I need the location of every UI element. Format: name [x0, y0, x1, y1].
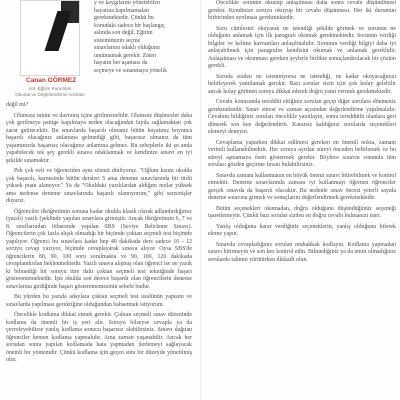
- intro-line: hayatın her aşaması da: [94, 60, 148, 66]
- intro-line: seçmeye ve sınanmaya yönelik: [94, 67, 168, 74]
- author-box: [6, 0, 88, 100]
- intro-line: sınavlarına odaklı olduğunu: [94, 45, 160, 51]
- intro-line: gerekmektedir. Çünkü bu: [94, 15, 154, 21]
- paragraph: Bu yüzden bu yazıda adaylara çoktan seçmeli test usulünün yapısını ve sınavlarda yapılması gerektiğine olduğundan bahsetmek istiyorum.: [6, 294, 192, 308]
- paragraph: değil mi?: [6, 102, 29, 108]
- paragraph: Bütün seçenekleri okumadan, doğru olduğunu düşündüğünüz seçeneği işaretlemeyin. Çünkü bazı sorular sizden en doğru cevabı bulmanızı ister.: [208, 205, 396, 219]
- intro-line: sistemimizin seçme: [94, 37, 141, 44]
- author-role: [14, 86, 86, 97]
- right-column: [208, 0, 396, 267]
- paragraph: Öğrenciler ilköğretimin sonuna kadar okulda klasik olarak adlandırdığımız (yazılı) yazılı (şeklinde yapılan sınavlara girmiştir. Ancak ilköğretimin 6, 7 ve 8. sınıflarından itibarende yapılan SBS (Seviye Belirleme Sınavı). Öğrencilerin çok fazla alışık olmadığı bir biçimde çoktan seçmeli test biçimde yapılıyor. Öğrenci bu sınavlara kadar hep 40 dakikada ders sadece 10 - 12 soruyu cevap yazıyor, biçimde cevaplayarak sınava alıyor. Oysa SBS'de öğrencilerin 80, 90, 100 soru sorulmakta ve 90, 100, 120 dakikada cevaplandırılan beklenmektedir. Yazılı sınava alışmış olan öğrenci ise ne yazık ki bilmediği bir soruyu türe dahi çoktan seçmeli test tekniğinde başarı gösterememektedir. İşte okulda son derece başarılı olan öğrencilerin deneme sınavlarına girdiğinde başarı gösterememesinin sebebi budur.: [6, 208, 192, 290]
- left-body: [6, 102, 192, 365]
- paragraph: Sınavda cevapladığınız sorulan muhakkak kodlayın. Kodlama yapmadan sınavı bitirmeyin ve son kez kontrol edin. Bilmediğiniz ya da emin olmadığınız sorularda tahmin yürütürken dikkatli olun.: [208, 241, 396, 263]
- paragraph: Soruda sizden ne istenmiyorsa ne istendiği, ne kadar okuyacağınızı belirleyerek yanıtlamak gerekir. Bazı sorular sizin için çok kolay gelebilir ancak kolay görünen soruya dikkat ederek doğru yanıt vermek gerekmektedir.: [208, 73, 396, 95]
- column-divider: [200, 0, 201, 400]
- paragraph: Olumsuz tutum ve davranış içine girilmemelidir. Olumsuz düşünceler daha çok gerilmeye panige kapılmaya neden olacağından fayda sağlamaktan çok zarar getirecektir. Bu sınavlarda başarılı olmanız bütün hayatınız boyunca başarılı olacağınız anlamına gelmediği gibi, başarısız olmanız da tüm yaşamınızda başarısız olacağınız anlamına gelmez. Bu sebeplerle iki şu anda yapabilecek tek şey gerekli sınava odaklanmak ve kendinize sınavı en iyi şekilde sınamaktır.: [6, 112, 192, 164]
- paragraph: Öncelikle kodlama dikkat etmek gerekir. Çoktan seçmeli sınav düzeninde kodlama da önemli bir iş yeri alır. Soruyu bilseyse cevapla ya da çevreleyebilirse yanlış kodlama sonucu başarısız olabilirsiniz. Sınavı dağıtan öğrenciler hemen kodlama yapmalıdır. Ama zaman yaşanabilir. Ancak her sorudan sonra yapılan kodlamada hata yapmadan ilerlemeyi sağlayacak önemli bir yöntemdir. Çünkü kodlama için geçen süre bir düzeyde yönetilmiş olur.: [6, 312, 192, 363]
- intro-line: aslında son değil. Eğitim: [94, 30, 153, 36]
- logo-mark: [45, 11, 72, 51]
- intro-line: konudaki sadece bir başlangıç: [94, 22, 165, 29]
- paragraph: Cevaplama yaparken dikkat edilmesi gereken en önemli nokta, zamanı verimli kullanabilmektir. Her soruya ayrılan süreyi önceden belirlemek ve bu süreyi aşmamaya özen göstermek gerekir. Böylece sınavın sonunda tüm soruları gözden geçirme fırsatı bulabilirsiniz.: [208, 139, 396, 168]
- paragraph: Soru cümlesini okuyarak ne istendiği şekilde görmek ve sorunun ne olduğunu anlamak için ilk paragrafı okumak gerekmektedir. Sorunun verdiği bilgiler ve kelime kavramları anlaşılmalıdır. Sorunun verdiği bilgiyi daha iyi anlayabilmek için paragrafın kendisini okumak ve anlamak gereklidir. Anlaşılması ve okunması gereken şeylerle birlikte sonuçlandırılacak bir çözüm gerekli.: [208, 25, 396, 69]
- paragraph: Öncelikle sorunun okunup anlaşılması daha sonra cevabı düşünülmesi gerekir. Kendinize soruyu okuyup bir cevabı düşünmesi. Her iki durumun birbirinden ayrılması gerekmektedir.: [208, 0, 396, 21]
- intro-line: hayatına kapılmamaları: [94, 7, 150, 14]
- paragraph: Pek çok veli ve öğrenciden aynı sözmü dinliyoruz. "Oğlum kızım okulda çok başarılı, karnesinde bütün dersleri 5 ama deneme sınavlarında bir türlü yüksek puan alamıyor." Ya da "Okuldaki yazılılardan aldığım notlar yüksek ama nedense deneme sınavlarında başarılı olamıyorum," gibi serzenişler duyarız.: [6, 168, 192, 204]
- author-role-line2: Okuma ve Değerlendirme Uzmanı: [15, 91, 85, 97]
- intro-line: unutmamak gerekir. Zaten: [94, 52, 156, 59]
- paragraph: Sınavda zamanı kullanmanın en büyük önemi sınavı bitirebilmek ve kontrol etmektir. Deneme sınavlarında zamanı iyi kullanmayı öğrenen öğrenciler gerçek sınavda da başarılı olacaktır. Bu nedenle sınav öncesi yeterli sayıda deneme sınavına girmek ve sonuçlarını değerlendirmek gerekmektedir.: [208, 172, 396, 201]
- paragraph: Yanlış olduğuna karar verdiğiniz seçeneklerin, yanlış olduğunu bilerek eleme yapın.: [208, 223, 396, 237]
- author-role-line1: Anl. Eğitim Kurumları: [28, 86, 72, 91]
- author-name: Canan GÖRMEZ: [26, 77, 77, 84]
- intro-line: y ve kaygılarını yönetebilen: [94, 0, 160, 6]
- left-column: [6, 0, 192, 368]
- paragraph: Cevabı konusunda tereddüt ettiğiniz sorulan geçip diğer sorulara dönmeniz gerekmektedir. Sınav süresi ve zaman açısından değerlendirme yapılmalıdır. Cevabını bildiğiniz soruları öncelikle yanıtlayın, sonra tereddütlü olanlara geri dönerek son kez değerlendirin. Kararsız kaldığınız sorularda seçenekleri elemeyi deneyin.: [208, 99, 396, 135]
- author-photo: [20, 0, 80, 76]
